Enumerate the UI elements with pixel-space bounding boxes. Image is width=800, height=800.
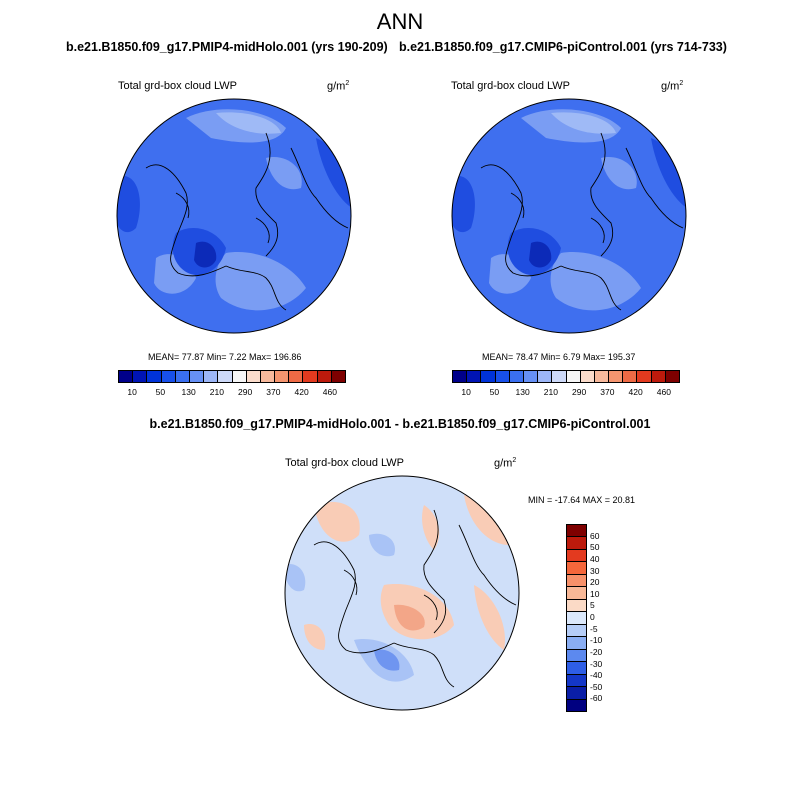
colorbar-swatch [567, 550, 586, 562]
colorbar-tick-label: -60 [590, 693, 603, 704]
colorbar-swatch [637, 371, 651, 382]
colorbar-swatch [538, 371, 552, 382]
panel1-variable-label: Total grd-box cloud LWP [118, 80, 238, 92]
colorbar-swatch [261, 371, 275, 382]
colorbar-swatch [567, 525, 586, 537]
colorbar-swatch [303, 371, 317, 382]
panel1-colorbar [118, 370, 346, 383]
colorbar-tick-label: 40 [590, 553, 600, 564]
colorbar-swatch [289, 371, 303, 382]
colorbar-swatch [453, 371, 467, 382]
colorbar-swatch [524, 371, 538, 382]
colorbar-swatch [567, 687, 586, 699]
panel2-colorbar-ticks [452, 387, 678, 399]
colorbar-swatch [567, 662, 586, 674]
colorbar-swatch [496, 371, 510, 382]
colorbar-swatch [666, 371, 679, 382]
plot-title: ANN [376, 9, 424, 34]
colorbar-swatch [552, 371, 566, 382]
colorbar-swatch [567, 675, 586, 687]
colorbar-tick-label: 460 [322, 387, 337, 397]
colorbar-swatch [567, 600, 586, 612]
panel1-polar-map [116, 98, 352, 334]
colorbar-swatch [332, 371, 345, 382]
panel2-colorbar [452, 370, 680, 383]
colorbar-swatch [318, 371, 332, 382]
difference-title: b.e21.B1850.f09_g17.PMIP4-midHolo.001 - b.e21.B1850.f09_g17.CMIP6-piControl.001 [149, 417, 651, 431]
diff-colorbar [566, 524, 587, 712]
colorbar-tick-label: 210 [209, 387, 224, 397]
colorbar-tick-label: 420 [628, 387, 643, 397]
colorbar-tick-label: 290 [572, 387, 587, 397]
diff-units: $g/m^2$ [494, 457, 517, 470]
colorbar-tick-label: 210 [543, 387, 558, 397]
colorbar-swatch [467, 371, 481, 382]
colorbar-tick-label: 30 [590, 565, 600, 576]
colorbar-swatch [652, 371, 666, 382]
diff-variable-label: Total grd-box cloud LWP [285, 457, 405, 469]
panel1-colorbar-ticks [118, 387, 344, 399]
colorbar-tick-label: 420 [294, 387, 309, 397]
case2-title: b.e21.B1850.f09_g17.CMIP6-piControl.001 (yrs 714-733) [399, 40, 727, 54]
panel2-stats: MEAN= 78.47 Min= 6.79 Max= 195.37 [482, 352, 636, 362]
colorbar-swatch [567, 700, 586, 711]
colorbar-tick-label: 5 [590, 600, 595, 611]
colorbar-swatch [247, 371, 261, 382]
colorbar-tick-label: 290 [238, 387, 253, 397]
diff-stats: MIN = -17.64 MAX = 20.81 [528, 495, 636, 505]
colorbar-swatch [162, 371, 176, 382]
colorbar-swatch [147, 371, 161, 382]
colorbar-swatch [595, 371, 609, 382]
colorbar-tick-label: -30 [590, 658, 603, 669]
colorbar-swatch [510, 371, 524, 382]
colorbar-tick-label: 20 [590, 577, 600, 588]
colorbar-swatch [609, 371, 623, 382]
colorbar-swatch [567, 612, 586, 624]
colorbar-tick-label: 130 [181, 387, 196, 397]
colorbar-swatch [567, 371, 581, 382]
colorbar-swatch [567, 637, 586, 649]
panel1-units: $g/m^2$ [327, 80, 350, 93]
colorbar-swatch [119, 371, 133, 382]
colorbar-tick-label: 10 [127, 387, 137, 397]
colorbar-swatch [176, 371, 190, 382]
colorbar-tick-label: 50 [155, 387, 166, 397]
case1-title: b.e21.B1850.f09_g17.PMIP4-midHolo.001 (yrs 190-209) [66, 40, 388, 54]
colorbar-tick-label: 370 [600, 387, 615, 397]
colorbar-tick-label: -10 [590, 635, 603, 646]
colorbar-tick-label: 60 [590, 530, 600, 541]
diff-colorbar-ticks [590, 524, 620, 710]
panel2-units: $g/m^2$ [661, 80, 684, 93]
panel2-variable-label: Total grd-box cloud LWP [451, 80, 571, 92]
colorbar-tick-label: -20 [590, 646, 603, 657]
panel1-stats: MEAN= 77.87 Min= 7.22 Max= 196.86 [148, 352, 302, 362]
colorbar-swatch [275, 371, 289, 382]
colorbar-swatch [567, 537, 586, 549]
colorbar-swatch [623, 371, 637, 382]
difference-polar-map [284, 475, 520, 711]
colorbar-tick-label: -50 [590, 681, 603, 692]
colorbar-swatch [190, 371, 204, 382]
colorbar-swatch [133, 371, 147, 382]
colorbar-swatch [204, 371, 218, 382]
colorbar-tick-label: 10 [590, 588, 600, 599]
colorbar-swatch [567, 575, 586, 587]
colorbar-swatch [567, 587, 586, 599]
colorbar-tick-label: 370 [266, 387, 281, 397]
colorbar-tick-label: 10 [461, 387, 471, 397]
colorbar-swatch [233, 371, 247, 382]
colorbar-swatch [567, 625, 586, 637]
colorbar-tick-label: 0 [590, 612, 595, 622]
colorbar-tick-label: -5 [590, 623, 598, 634]
colorbar-swatch [567, 562, 586, 574]
colorbar-tick-label: 460 [656, 387, 671, 397]
colorbar-tick-label: -40 [590, 670, 603, 681]
colorbar-tick-label: 50 [489, 387, 500, 397]
colorbar-swatch [481, 371, 495, 382]
panel2-polar-map [451, 98, 687, 334]
colorbar-tick-label: 130 [515, 387, 530, 397]
colorbar-tick-label: 50 [590, 542, 600, 553]
colorbar-swatch [218, 371, 232, 382]
colorbar-swatch [567, 650, 586, 662]
colorbar-swatch [581, 371, 595, 382]
